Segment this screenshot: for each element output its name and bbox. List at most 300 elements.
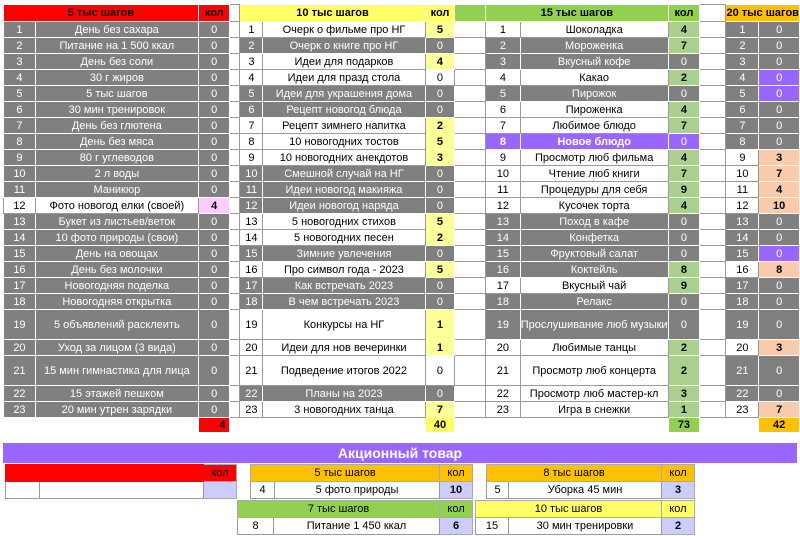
task-label: В чем встречать 2023: [263, 294, 425, 310]
kol-value[interactable]: 2: [668, 340, 700, 356]
task-label: Просмотр люб мастер-кл: [520, 386, 668, 402]
task-label: 20 мин утрен зарядки: [35, 402, 198, 418]
total-10k: 40: [425, 418, 455, 433]
spacer: [230, 340, 240, 356]
row-number: 9: [4, 150, 36, 166]
kol-value[interactable]: 4: [668, 102, 700, 118]
promo-kol-value[interactable]: 10: [440, 482, 473, 499]
row-number: 6: [486, 102, 521, 118]
row-number: 9: [240, 150, 263, 166]
table-row: [4, 118, 800, 134]
table-row: [4, 134, 800, 150]
task-label: Идеи для празд стола: [263, 70, 425, 86]
spacer: [35, 418, 198, 433]
spacer: [700, 70, 726, 86]
promo-header-8k: 8 тыс шагов: [487, 465, 662, 482]
row-number: 19: [4, 310, 36, 340]
header-kol-3: кол: [668, 5, 700, 22]
spacer: [700, 198, 726, 214]
spacer: [455, 262, 486, 278]
promo-cell[interactable]: [40, 482, 204, 499]
row-number: 6: [4, 102, 36, 118]
task-label: День без сахара: [35, 22, 198, 38]
table-row: [4, 340, 800, 356]
kol-value[interactable]: 1: [668, 402, 700, 418]
kol-value[interactable]: 0: [198, 134, 230, 150]
row-number: 18: [4, 294, 36, 310]
row-number: 21: [486, 356, 521, 386]
kol-value[interactable]: 0: [425, 294, 455, 310]
promo-num: 8: [238, 518, 274, 535]
task-label: 30 мин тренировок: [35, 102, 198, 118]
row-number: 11: [240, 182, 263, 198]
kol-value[interactable]: 0: [759, 230, 800, 246]
row-number: 7: [726, 118, 759, 134]
header-20k: 20 тыс шагов: [726, 5, 800, 22]
kol-value[interactable]: 0: [425, 166, 455, 182]
table-row: [4, 246, 800, 262]
table-row: [4, 294, 800, 310]
promo-kol-value[interactable]: 2: [662, 518, 695, 535]
row-number: 6: [240, 102, 263, 118]
row-number: 17: [240, 278, 263, 294]
row-number: 1: [4, 22, 36, 38]
kol-value[interactable]: 1: [425, 340, 455, 356]
task-label: Конфетка: [520, 230, 668, 246]
table-row: [4, 386, 800, 402]
task-label: Новое блюдо: [520, 134, 668, 150]
task-label: Мороженка: [520, 38, 668, 54]
row-number: 21: [726, 356, 759, 386]
row-number: 22: [4, 386, 36, 402]
promo-kol-cell[interactable]: [204, 482, 237, 499]
kol-value[interactable]: 9: [668, 278, 700, 294]
row-number: 19: [486, 310, 521, 340]
row-number: 1: [486, 22, 521, 38]
kol-value[interactable]: 0: [759, 22, 800, 38]
kol-value[interactable]: 0: [668, 86, 700, 102]
kol-value[interactable]: 7: [425, 402, 455, 418]
row-number: 20: [240, 340, 263, 356]
kol-value[interactable]: 0: [425, 198, 455, 214]
table-row: [4, 214, 800, 230]
spacer: [230, 294, 240, 310]
promo-kol-value[interactable]: 3: [662, 482, 695, 499]
row-number: 3: [4, 54, 36, 70]
row-number: 10: [726, 166, 759, 182]
row-number: 16: [486, 262, 521, 278]
kol-value[interactable]: 0: [198, 230, 230, 246]
table-row: [4, 198, 800, 214]
row-number: 5: [726, 86, 759, 102]
table-row: [4, 262, 800, 278]
spacer: [230, 214, 240, 230]
row-number: 1: [240, 22, 263, 38]
row-number: 15: [486, 246, 521, 262]
spacer: [230, 118, 240, 134]
task-label: Планы на 2023: [263, 386, 425, 402]
spacer: [455, 294, 486, 310]
task-label: Какао: [520, 70, 668, 86]
row-number: 15: [240, 246, 263, 262]
table-row: [4, 182, 800, 198]
kol-value[interactable]: 8: [759, 262, 800, 278]
task-label: 2 л воды: [35, 166, 198, 182]
kol-value[interactable]: 7: [668, 38, 700, 54]
kol-value[interactable]: 0: [198, 166, 230, 182]
kol-value[interactable]: 0: [425, 356, 455, 386]
task-label: 10 новогодних тостов: [263, 134, 425, 150]
spacer: [455, 54, 486, 70]
kol-value[interactable]: 0: [198, 310, 230, 340]
task-label: Любимое блюдо: [520, 118, 668, 134]
task-label: 3 новогодних танца: [263, 402, 425, 418]
kol-value[interactable]: 4: [668, 150, 700, 166]
kol-value[interactable]: 0: [759, 356, 800, 386]
spacer: [455, 230, 486, 246]
spacer: [486, 418, 521, 433]
kol-value[interactable]: 2: [668, 70, 700, 86]
kol-value[interactable]: 0: [759, 310, 800, 340]
row-number: 22: [240, 386, 263, 402]
row-number: 2: [240, 38, 263, 54]
row-number: 12: [486, 198, 521, 214]
row-number: 2: [726, 38, 759, 54]
row-number: 15: [4, 246, 36, 262]
task-label: Маникюр: [35, 182, 198, 198]
promo-col4: [237, 500, 473, 535]
kol-value[interactable]: 5: [425, 134, 455, 150]
kol-value[interactable]: 0: [668, 54, 700, 70]
row-number: 12: [726, 198, 759, 214]
kol-value[interactable]: 0: [198, 38, 230, 54]
spacer: [230, 86, 240, 102]
kol-value[interactable]: 0: [425, 386, 455, 402]
task-label: Идеи новогод макияжа: [263, 182, 425, 198]
kol-value[interactable]: 7: [668, 118, 700, 134]
spacer: [230, 356, 240, 386]
table-row: [4, 38, 800, 54]
task-label: Букет из листьев/веток: [35, 214, 198, 230]
spacer: [455, 38, 486, 54]
total-15k: 73: [668, 418, 700, 433]
table-row: [4, 356, 800, 386]
spacer: [700, 356, 726, 386]
task-label: День без соли: [35, 54, 198, 70]
row-number: 4: [726, 70, 759, 86]
kol-value[interactable]: 0: [198, 214, 230, 230]
task-label: Идеи для нов вечеринки: [263, 340, 425, 356]
kol-value[interactable]: 0: [198, 246, 230, 262]
spacer: [230, 418, 240, 433]
table-row: [4, 102, 800, 118]
task-label: Поход в кафе: [520, 214, 668, 230]
kol-value[interactable]: 0: [198, 356, 230, 386]
table-row: [4, 150, 800, 166]
spacer: [700, 5, 726, 22]
task-label: Уход за лицом (3 вида): [35, 340, 198, 356]
table-row: [4, 86, 800, 102]
kol-value[interactable]: 0: [759, 70, 800, 86]
kol-value[interactable]: 8: [668, 262, 700, 278]
spacer: [455, 166, 486, 182]
kol-value[interactable]: 0: [759, 86, 800, 102]
promo-task: 30 мин тренировки: [509, 518, 662, 535]
kol-value[interactable]: 5: [425, 262, 455, 278]
task-label: День без мяса: [35, 134, 198, 150]
table-row: [4, 310, 800, 340]
row-number: 17: [486, 278, 521, 294]
task-label: Пирожок: [520, 86, 668, 102]
kol-value[interactable]: 0: [425, 246, 455, 262]
row-number: 14: [726, 230, 759, 246]
promo-task: Уборка 45 мин: [509, 482, 662, 499]
spacer: [230, 150, 240, 166]
kol-value[interactable]: 10: [759, 198, 800, 214]
task-label: Пироженка: [520, 102, 668, 118]
spacer: [230, 22, 240, 38]
kol-value[interactable]: 0: [198, 294, 230, 310]
kol-value[interactable]: 0: [198, 182, 230, 198]
task-label: Чтение люб книги: [520, 166, 668, 182]
task-label: Питание на 1 500 ккал: [35, 38, 198, 54]
spacer: [455, 246, 486, 262]
kol-value[interactable]: 0: [425, 38, 455, 54]
spacer: [230, 134, 240, 150]
promo-col5: [475, 500, 695, 535]
spacer: [455, 150, 486, 166]
kol-value[interactable]: 7: [668, 166, 700, 182]
table-row: [4, 22, 800, 38]
kol-value[interactable]: 0: [425, 278, 455, 294]
row-number: 6: [726, 102, 759, 118]
kol-value[interactable]: 0: [198, 340, 230, 356]
kol-value[interactable]: 0: [668, 310, 700, 340]
kol-value[interactable]: 0: [198, 150, 230, 166]
spacer: [230, 278, 240, 294]
row-number: 10: [240, 166, 263, 182]
spacer: [700, 54, 726, 70]
spacer: [700, 262, 726, 278]
spacer: [700, 134, 726, 150]
kol-value[interactable]: 0: [198, 86, 230, 102]
promo-task: Питание 1 450 ккал: [274, 518, 440, 535]
task-label: Конкурсы на НГ: [263, 310, 425, 340]
kol-value[interactable]: 7: [759, 402, 800, 418]
row-number: 19: [240, 310, 263, 340]
spacer: [230, 310, 240, 340]
spacer: [700, 230, 726, 246]
spacer: [700, 418, 726, 433]
kol-value[interactable]: 0: [425, 102, 455, 118]
promo-kol-value[interactable]: 6: [440, 518, 473, 535]
row-number: 14: [486, 230, 521, 246]
kol-value[interactable]: 0: [759, 54, 800, 70]
kol-value[interactable]: 5: [425, 214, 455, 230]
spacer: [700, 402, 726, 418]
row-number: 5: [240, 86, 263, 102]
kol-value[interactable]: 0: [759, 294, 800, 310]
kol-value[interactable]: 0: [425, 86, 455, 102]
spacer: [700, 118, 726, 134]
row-number: 10: [4, 166, 36, 182]
kol-value[interactable]: 0: [198, 278, 230, 294]
task-label: Релакс: [520, 294, 668, 310]
kol-value[interactable]: 0: [198, 102, 230, 118]
kol-value[interactable]: 0: [759, 102, 800, 118]
kol-value[interactable]: 3: [668, 386, 700, 402]
kol-value[interactable]: 0: [668, 246, 700, 262]
spacer: [700, 86, 726, 102]
row-number: 10: [486, 166, 521, 182]
kol-value[interactable]: 3: [759, 340, 800, 356]
kol-value[interactable]: 0: [198, 70, 230, 86]
row-number: 3: [486, 54, 521, 70]
kol-value[interactable]: 0: [198, 54, 230, 70]
spacer: [240, 418, 263, 433]
kol-value[interactable]: 0: [759, 118, 800, 134]
spacer: [700, 214, 726, 230]
header-15k: 15 тыс шагов: [486, 5, 669, 22]
task-label: Просмотр люб фильма: [520, 150, 668, 166]
kol-value[interactable]: 2: [668, 356, 700, 386]
kol-value[interactable]: 0: [198, 402, 230, 418]
row-number: 13: [4, 214, 36, 230]
spacer: [455, 22, 486, 38]
spacer: [230, 38, 240, 54]
task-label: Идеи новогод наряда: [263, 198, 425, 214]
kol-value[interactable]: 0: [668, 134, 700, 150]
task-label: Подведение итогов 2022: [263, 356, 425, 386]
row-number: 13: [486, 214, 521, 230]
task-label: 10 новогодних анекдотов: [263, 150, 425, 166]
spacer: [230, 402, 240, 418]
kol-value[interactable]: 0: [198, 386, 230, 402]
kol-value[interactable]: 0: [198, 118, 230, 134]
task-label: Рецепт новогод блюда: [263, 102, 425, 118]
spacer: [700, 246, 726, 262]
row-number: 23: [486, 402, 521, 418]
spacer: [230, 70, 240, 86]
row-number: 16: [726, 262, 759, 278]
kol-value[interactable]: 0: [759, 38, 800, 54]
totals-row: [4, 418, 800, 433]
table-row: [4, 278, 800, 294]
kol-value[interactable]: 4: [198, 198, 230, 214]
kol-value[interactable]: 0: [759, 386, 800, 402]
header-row: [4, 5, 800, 22]
kol-value[interactable]: 0: [759, 278, 800, 294]
promo-kol-2: кол: [440, 465, 473, 482]
row-number: 2: [486, 38, 521, 54]
spacer: [455, 418, 486, 433]
spacer: [520, 418, 668, 433]
promo-num: 5: [487, 482, 509, 499]
promo-kol-5: кол: [662, 501, 695, 518]
task-label: Как встречать 2023: [263, 278, 425, 294]
task-label: Новогодняя поделка: [35, 278, 198, 294]
kol-value[interactable]: 0: [198, 22, 230, 38]
promo-col3: [486, 464, 695, 499]
task-label: 5 объявлений расклеить: [35, 310, 198, 340]
spacer: [700, 310, 726, 340]
task-label: Вкусный кофе: [520, 54, 668, 70]
kol-value[interactable]: 0: [668, 214, 700, 230]
task-label: Рецепт зимнего напитка: [263, 118, 425, 134]
promo-cell[interactable]: [6, 482, 40, 499]
row-number: 4: [486, 70, 521, 86]
spacer: [455, 102, 486, 118]
spacer: [700, 278, 726, 294]
kol-value[interactable]: 4: [668, 198, 700, 214]
row-number: 16: [240, 262, 263, 278]
task-label: Про символ года - 2023: [263, 262, 425, 278]
kol-value[interactable]: 4: [668, 22, 700, 38]
kol-value[interactable]: 0: [668, 294, 700, 310]
kol-value[interactable]: 3: [425, 150, 455, 166]
kol-value[interactable]: 4: [759, 182, 800, 198]
header-5k: 5 тыс шагов: [4, 5, 199, 22]
kol-value[interactable]: 0: [425, 70, 455, 86]
spacer: [455, 340, 486, 356]
row-number: 22: [726, 386, 759, 402]
total-5k: 4: [198, 418, 230, 433]
kol-value[interactable]: 0: [759, 214, 800, 230]
kol-value[interactable]: 1: [425, 310, 455, 340]
kol-value[interactable]: 2: [425, 230, 455, 246]
task-label: Прослушивание люб музыки: [520, 310, 668, 340]
row-number: 21: [4, 356, 36, 386]
kol-value[interactable]: 0: [759, 246, 800, 262]
kol-value[interactable]: 3: [759, 150, 800, 166]
row-number: 14: [240, 230, 263, 246]
spacer: [455, 278, 486, 294]
total-20k: 42: [759, 418, 800, 433]
spacer: [230, 230, 240, 246]
spacer: [700, 386, 726, 402]
promo-header-10k: 10 тыс шагов: [476, 501, 662, 518]
task-label: Зимние увлечения: [263, 246, 425, 262]
row-number: 14: [4, 230, 36, 246]
row-number: 23: [726, 402, 759, 418]
row-number: 17: [4, 278, 36, 294]
row-number: 2: [4, 38, 36, 54]
kol-value[interactable]: 5: [425, 22, 455, 38]
task-label: 30 г жиров: [35, 70, 198, 86]
task-label: 5 новогодних стихов: [263, 214, 425, 230]
spacer: [230, 182, 240, 198]
kol-value[interactable]: 2: [425, 118, 455, 134]
kol-value[interactable]: 0: [759, 134, 800, 150]
spacer: [700, 340, 726, 356]
kol-value[interactable]: 0: [198, 262, 230, 278]
spacer: [263, 418, 425, 433]
kol-value[interactable]: 0: [668, 230, 700, 246]
kol-value[interactable]: 9: [668, 182, 700, 198]
kol-value[interactable]: 4: [425, 54, 455, 70]
row-number: 23: [240, 402, 263, 418]
kol-value[interactable]: 7: [759, 166, 800, 182]
task-label: День на овощах: [35, 246, 198, 262]
task-label: Смешной случай на НГ: [263, 166, 425, 182]
task-label: 80 г углеводов: [35, 150, 198, 166]
promo-num: 4: [251, 482, 275, 499]
task-label: 15 этажей пешком: [35, 386, 198, 402]
row-number: 15: [726, 246, 759, 262]
task-label: Идеи для украшения дома: [263, 86, 425, 102]
row-number: 12: [4, 198, 36, 214]
kol-value[interactable]: 0: [425, 182, 455, 198]
